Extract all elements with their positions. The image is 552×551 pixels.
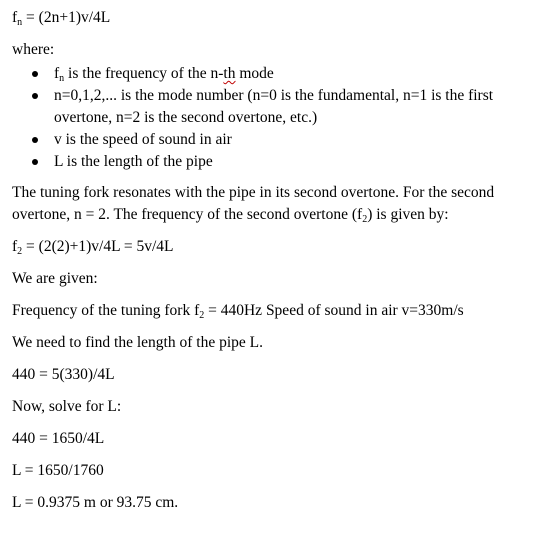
list-item-mode-number [12, 85, 544, 129]
document-body [12, 7, 544, 514]
equation-symbol: f [12, 238, 18, 255]
formula-expression: = (2n+1)v/4L [22, 9, 111, 26]
where-label: where: [12, 41, 55, 58]
paragraph-text-end: ) is given by: [367, 206, 449, 223]
list-item-speed [12, 129, 544, 151]
given-heading: We are given: [12, 270, 98, 287]
given-values-line [12, 300, 544, 322]
given-text-end: = 440Hz Speed of sound in air v=330m/s [204, 302, 464, 319]
solve-heading: Now, solve for L: [12, 398, 122, 415]
bullet-subscript: n [59, 73, 65, 84]
formula-subscript: n [17, 17, 23, 28]
equation-expression: = (2(2)+1)v/4L = 5v/4L [22, 238, 174, 255]
given-text: Frequency of the tuning fork f [12, 302, 200, 319]
equation-subscript: 2 [17, 246, 23, 257]
bullet-text: n=0,1,2,... is the mode number (n=0 is the fundamental, n=1 is the first overtone, n=2 is the second overtone, etc.) [54, 87, 494, 126]
bullet-text: L is the length of the pipe [54, 153, 213, 170]
equation-result: L = 0.9375 m or 93.75 cm. [12, 494, 179, 511]
bullet-text: v is the speed of sound in air [54, 131, 232, 148]
overtone-paragraph [12, 182, 544, 226]
list-item-frequency [12, 63, 544, 85]
bullet-text: is the frequency of the n- [64, 65, 224, 82]
need-line: We need to find the length of the pipe L. [12, 334, 263, 351]
bullet-icon [32, 71, 38, 77]
equation-substituted: 440 = 5(330)/4L [12, 366, 115, 383]
spellcheck-underlined-word: th [223, 65, 236, 82]
equation-second-overtone [12, 236, 544, 258]
bullet-icon [32, 137, 38, 143]
bullet-symbol: f [54, 65, 60, 82]
list-item-length [12, 151, 544, 173]
paragraph-subscript: 2 [362, 214, 368, 225]
given-subscript: 2 [199, 310, 205, 321]
bullet-icon [32, 159, 38, 165]
paragraph-text: The tuning fork resonates with the pipe in its second overtone. For the second overtone, n = 2. The frequency of the second overtone (f [12, 184, 495, 223]
bullet-icon [32, 93, 38, 99]
equation-rearranged: L = 1650/1760 [12, 462, 104, 479]
formula-symbol: f [12, 9, 18, 26]
definitions-list [12, 63, 544, 173]
bullet-text-end: mode [235, 65, 274, 82]
formula-line [12, 7, 544, 29]
equation-simplified: 440 = 1650/4L [12, 430, 105, 447]
